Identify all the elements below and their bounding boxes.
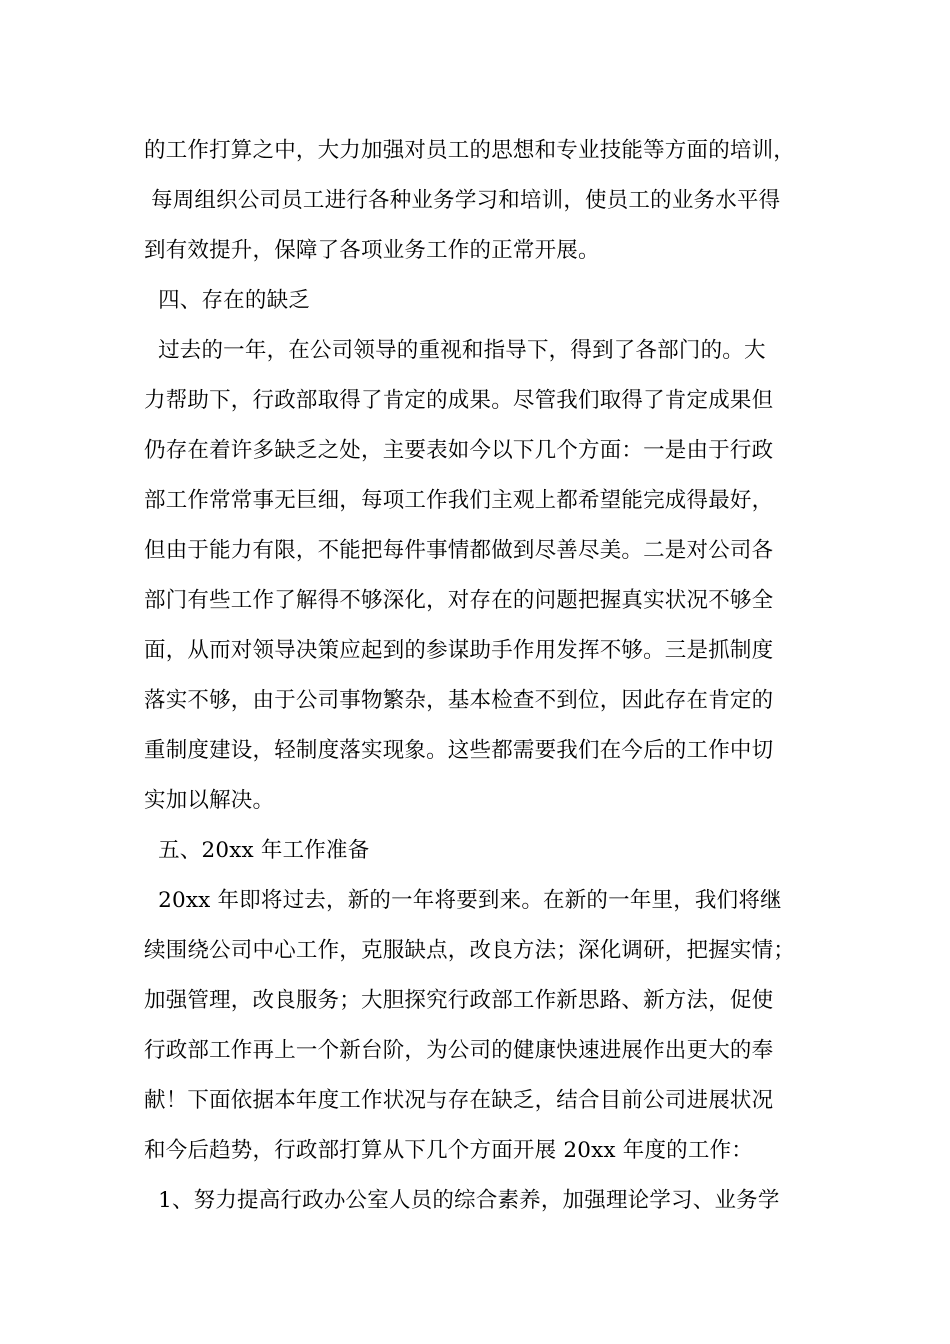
section-heading: 五、20xx 年工作准备 xyxy=(144,838,370,863)
text-line: 部门有些工作了解得不够深化，对存在的问题把握真实状况不够全 xyxy=(144,588,774,613)
text-line: 行政部工作再上一个新台阶，为公司的健康快速进展作出更大的奉 xyxy=(144,1038,774,1063)
text-line: 仍存在着许多缺乏之处，主要表如今以下几个方面：一是由于行政 xyxy=(144,438,774,463)
text-line: 实加以解决。 xyxy=(144,788,275,813)
text-line: 重制度建设，轻制度落实现象。这些都需要我们在今后的工作中切 xyxy=(144,738,774,763)
text-line: 面，从而对领导决策应起到的参谋助手作用发挥不够。三是抓制度 xyxy=(144,638,774,663)
text-line: 的工作打算之中，大力加强对员工的思想和专业技能等方面的培训， xyxy=(144,138,796,163)
text-line: 续围绕公司中心工作，克服缺点，改良方法；深化调研，把握实情； xyxy=(144,938,796,963)
text-line: 但由于能力有限，不能把每件事情都做到尽善尽美。二是对公司各 xyxy=(144,538,774,563)
text-line: 落实不够，由于公司事物繁杂，基本检查不到位，因此存在肯定的 xyxy=(144,688,774,713)
text-line: 每周组织公司员工进行各种业务学习和培训，使员工的业务水平得 xyxy=(144,188,781,213)
list-item: 1、努力提高行政办公室人员的综合素养，加强理论学习、业务学 xyxy=(144,1188,780,1213)
text-line: 20xx 年即将过去，新的一年将要到来。在新的一年里，我们将继 xyxy=(144,888,782,913)
text-line: 到有效提升，保障了各项业务工作的正常开展。 xyxy=(144,238,600,263)
text-line: 力帮助下，行政部取得了肯定的成果。尽管我们取得了肯定成果但 xyxy=(144,388,774,413)
text-line: 加强管理，改良服务；大胆探究行政部工作新思路、新方法，促使 xyxy=(144,988,774,1013)
text-line: 过去的一年，在公司领导的重视和指导下，得到了各部门的。大 xyxy=(144,338,766,363)
section-heading: 四、存在的缺乏 xyxy=(144,288,310,313)
text-line: 献！下面依据本年度工作状况与存在缺乏，结合目前公司进展状况 xyxy=(144,1088,774,1113)
text-line: 和今后趋势，行政部打算从下几个方面开展 20xx 年度的工作： xyxy=(144,1138,753,1163)
text-line: 部工作常常事无巨细，每项工作我们主观上都希望能完成得最好， xyxy=(144,488,774,513)
